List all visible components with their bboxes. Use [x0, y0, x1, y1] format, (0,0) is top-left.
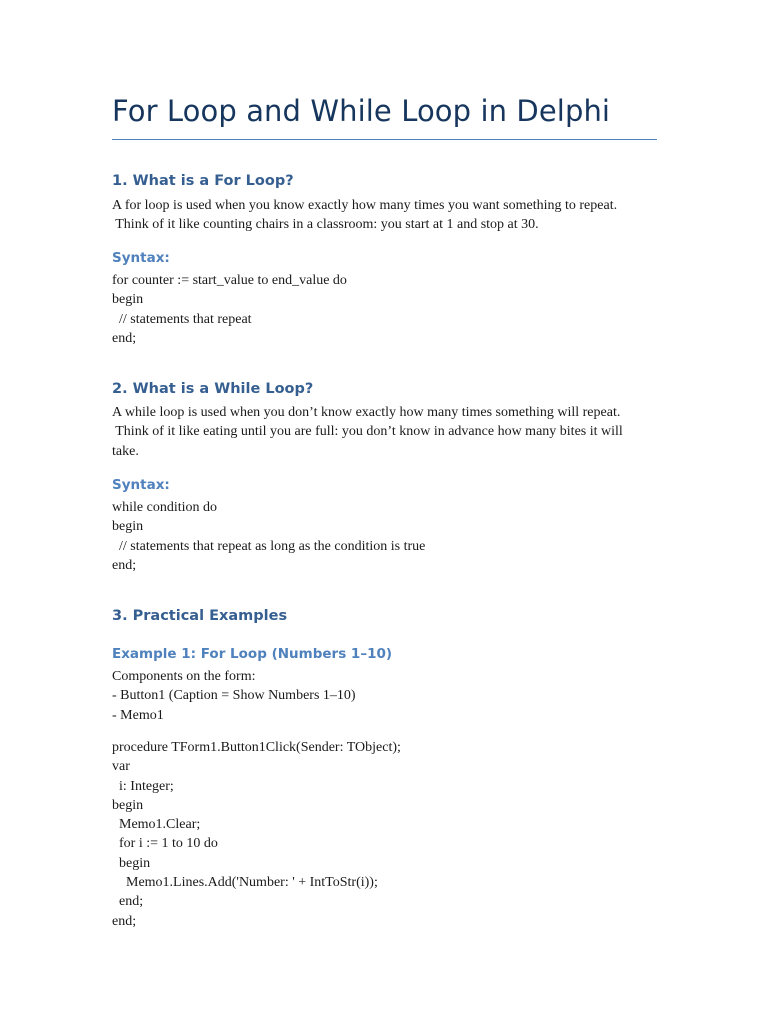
- section-heading-practical-examples: 3. Practical Examples: [112, 608, 288, 624]
- code-line: i: Integer;: [112, 778, 174, 794]
- document-title: For Loop and While Loop in Delphi: [112, 94, 611, 128]
- code-line: var: [112, 759, 130, 775]
- component-line: - Memo1: [112, 707, 164, 723]
- code-line: begin: [112, 797, 144, 813]
- code-line: while condition do: [112, 500, 217, 515]
- section-heading-for-loop: 1. What is a For Loop?: [112, 173, 294, 189]
- example1-components: [112, 667, 356, 725]
- code-line: // statements that repeat: [112, 311, 252, 327]
- for-loop-syntax: [112, 271, 347, 348]
- while-loop-description: [112, 403, 623, 461]
- for-loop-description: [112, 196, 617, 235]
- code-line: begin: [112, 855, 151, 871]
- code-line: begin: [112, 292, 144, 308]
- component-line: Components on the form:: [112, 669, 256, 684]
- code-line: for i := 1 to 10 do: [112, 836, 218, 852]
- code-line: Memo1.Lines.Add('Number: ' + IntToStr(i));: [112, 875, 378, 891]
- component-line: - Button1 (Caption = Show Numbers 1–10): [112, 688, 356, 704]
- code-line: end;: [112, 913, 137, 929]
- syntax-label-for: Syntax:: [112, 250, 170, 266]
- paragraph-line: take.: [112, 443, 139, 459]
- code-line: for counter := start_value to end_value do: [112, 273, 347, 288]
- code-line: // statements that repeat as long as the condition is true: [112, 538, 426, 554]
- paragraph-line: A for loop is used when you know exactly how many times you want something to repeat.: [112, 198, 618, 213]
- code-line: end;: [112, 557, 137, 573]
- code-line: end;: [112, 894, 144, 910]
- code-line: Memo1.Clear;: [112, 817, 201, 833]
- syntax-label-while: Syntax:: [112, 477, 170, 493]
- code-line: begin: [112, 519, 144, 535]
- code-line: procedure TForm1.Button1Click(Sender: TObject);: [112, 740, 401, 755]
- title-underline: [112, 139, 657, 140]
- example1-code: [112, 738, 401, 931]
- example1-heading: Example 1: For Loop (Numbers 1–10): [112, 646, 393, 662]
- paragraph-line: A while loop is used when you don’t know exactly how many times something will repeat.: [112, 405, 621, 420]
- paragraph-line: Think of it like counting chairs in a classroom: you start at 1 and stop at 30.: [112, 217, 539, 233]
- code-line: end;: [112, 330, 137, 346]
- section-heading-while-loop: 2. What is a While Loop?: [112, 381, 314, 397]
- paragraph-line: Think of it like eating until you are full: you don’t know in advance how many bites it will: [112, 424, 623, 440]
- while-loop-syntax: [112, 498, 425, 575]
